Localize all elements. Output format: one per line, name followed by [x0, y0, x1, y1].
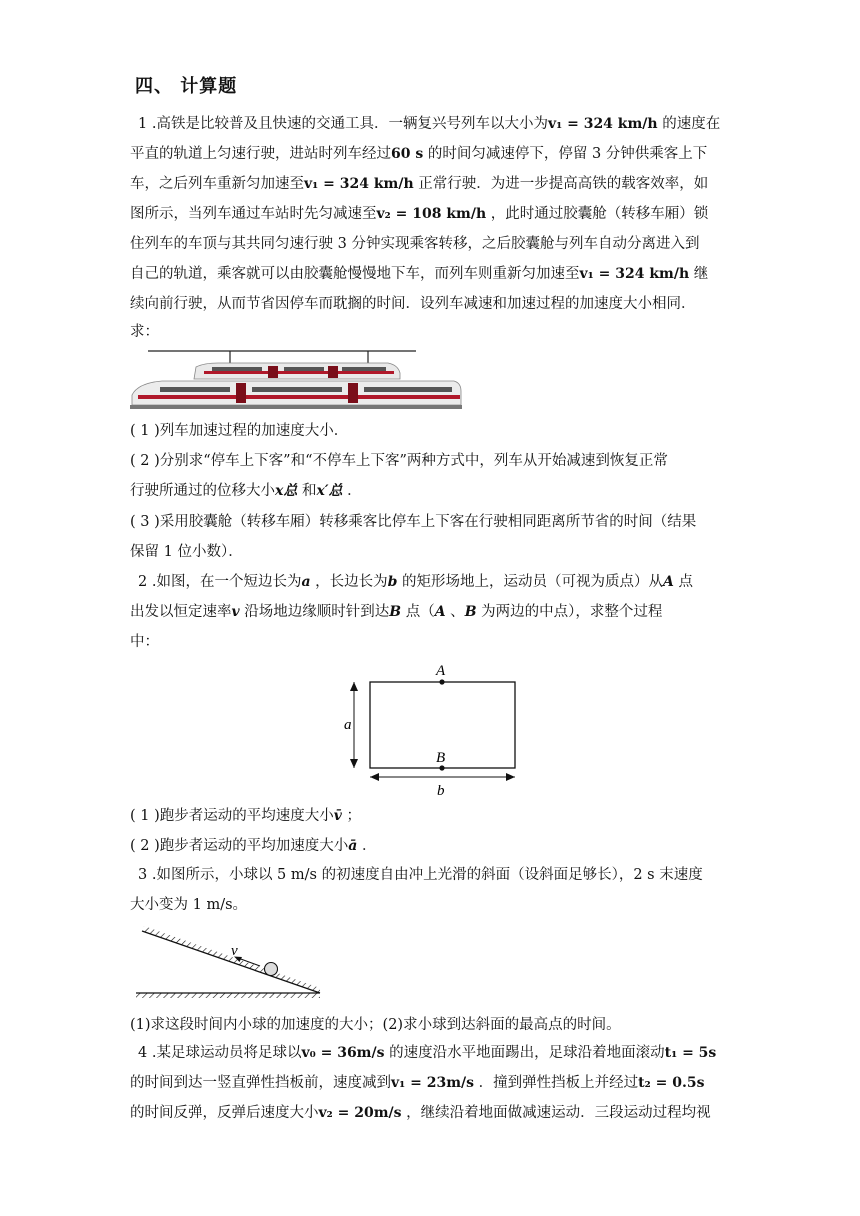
- q1-line-6: 自己的轨道，乘客就可以由胶囊舱慢慢地下车，而列车则重新匀加速至v₁ = 324 km/h 继: [130, 266, 709, 282]
- label-b-point: B: [436, 750, 446, 766]
- q1-line-8: 求：: [130, 324, 159, 340]
- q1-part-2-line-1: ( 2 )分别求“停车上下客”和“不停车上下客”两种方式中，列车从开始减速到恢复正常: [130, 453, 668, 469]
- q4-line-2: 的时间到达一竖直弹性挡板前，速度减到v₁ = 23m/s ．撞到弹性挡板上并经过t₂ = 0.5s: [130, 1075, 705, 1091]
- q1-part-2-line-2: 行驶所通过的位移大小x总 和x′总 ．: [130, 483, 362, 499]
- q3-line-1: 3 .如图所示，小球以 5 m/s 的初速度自由冲上光滑的斜面（设斜面足够长），2 s 末速度: [138, 867, 703, 883]
- q4-line-3: 的时间反弹，反弹后速度大小v₂ = 20m/s ，继续沿着地面做减速运动．三段运动过程均视: [130, 1105, 711, 1121]
- q3-line-2: 大小变为 1 m/s。: [130, 897, 248, 913]
- rectangle-field-figure: [340, 655, 530, 800]
- point-b: [439, 765, 444, 770]
- label-b-side: b: [437, 783, 445, 799]
- train-figure: [128, 345, 463, 413]
- q4-line-1: 4 .某足球运动员将足球以v₀ = 36m/s 的速度沿水平地面踢出，足球沿着地面滚动t₁ = 5s: [138, 1045, 717, 1061]
- capsule-car: [194, 363, 400, 379]
- q1-part-3-line-1: ( 3 )采用胶囊舱（转移车厢）转移乘客比停车上下客在行驶相同距离所节省的时间（结果: [130, 514, 697, 530]
- point-a: [439, 679, 444, 684]
- q1-line-7: 续向前行驶，从而节省因停车而耽搁的时间．设列车减速和加速过程的加速度大小相同．: [130, 296, 696, 312]
- label-a-point: A: [436, 663, 446, 679]
- ball: [265, 963, 278, 976]
- q2-line-2: 出发以恒定速率v 沿场地边缘顺时针到达B 点（A 、B 为两边的中点），求整个过程: [130, 604, 663, 620]
- q3-parts: (1)求这段时间内小球的加速度的大小；(2)求小球到达斜面的最高点的时间。: [130, 1017, 621, 1033]
- train: [130, 381, 462, 409]
- incline-figure: [130, 925, 330, 1005]
- q1-part-1: ( 1 )列车加速过程的加速度大小．: [130, 423, 349, 439]
- q1-line-4: 图所示，当列车通过车站时先匀减速至v₂ = 108 km/h ，此时通过胶囊舱（转移车厢）锁: [130, 206, 709, 222]
- q1-line-5: 住列车的车顶与其共同匀速行驶 3 分钟实现乘客转移，之后胶囊舱与列车自动分离进入到: [130, 236, 700, 252]
- q1-line-3: 车，之后列车重新匀加速至v₁ = 324 km/h 正常行驶．为进一步提高高铁的载客效率，如: [130, 176, 709, 192]
- q2-part-2: ( 2 )跑步者运动的平均加速度大小ā ．: [130, 838, 377, 854]
- q1-part-3-line-2: 保留 1 位小数）．: [130, 544, 243, 560]
- section-title: 四、 计算题: [135, 76, 238, 97]
- q1-line-2: 平直的轨道上匀速行驶，进站时列车经过60 s 的时间匀减速停下，停留 3 分钟供乘客上下: [130, 146, 708, 162]
- label-a-side: a: [344, 717, 352, 733]
- q2-line-3: 中：: [130, 634, 159, 650]
- q2-part-1: ( 1 )跑步者运动的平均速度大小v̄ ；: [130, 808, 362, 824]
- q1-line-1: 1 .高铁是比较普及且快速的交通工具．一辆复兴号列车以大小为v₁ = 324 km/h 的速度在: [138, 116, 721, 132]
- q2-line-1: 2 .如图，在一个短边长为a ，长边长为b 的矩形场地上，运动员（可视为质点）从A 点: [138, 574, 694, 590]
- label-v: v: [231, 943, 238, 959]
